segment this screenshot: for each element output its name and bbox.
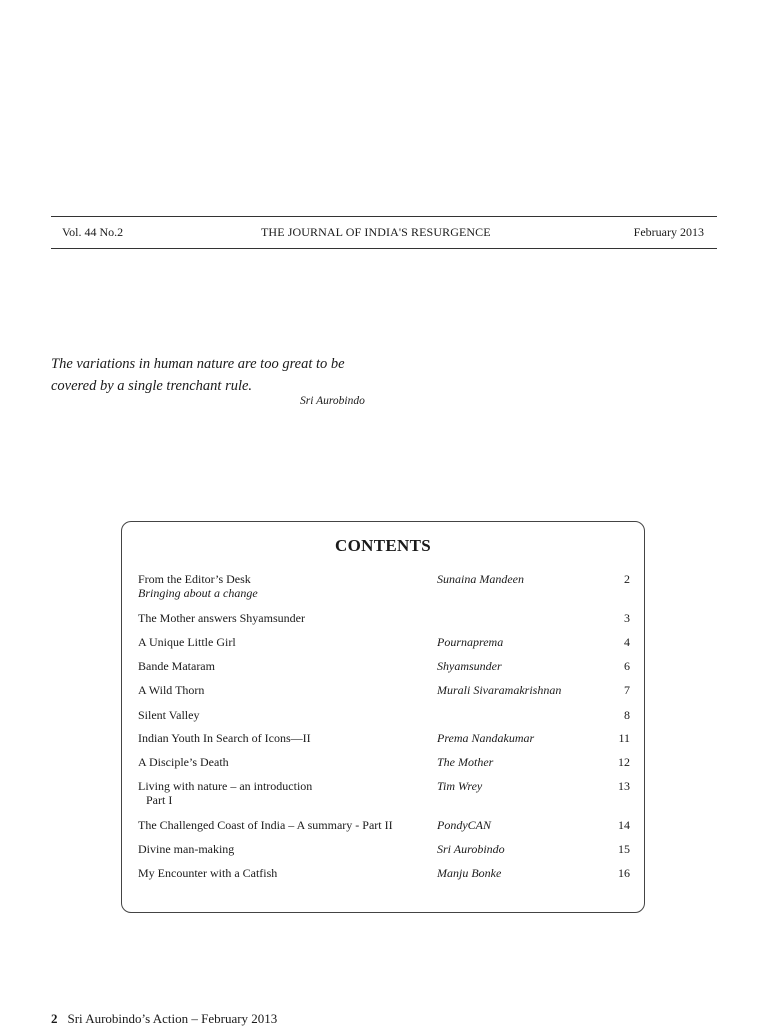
article-title: My Encounter with a Catfish (138, 866, 278, 880)
article-page: 12 (618, 755, 630, 769)
article-subtitle: Part I (146, 793, 173, 807)
contents-box (121, 521, 645, 913)
article-page: 7 (624, 683, 630, 697)
article-title: Living with nature – an introduction (138, 779, 313, 793)
page-footer (51, 1011, 277, 1027)
article-page: 11 (618, 731, 630, 745)
article-author: Pournaprema (437, 635, 504, 649)
volume-number: Vol. 44 No.2 (62, 225, 124, 239)
article-author: The Mother (437, 755, 494, 769)
article-page: 16 (618, 866, 630, 880)
journal-title: THE JOURNAL OF INDIA'S RESURGENCE (261, 225, 491, 239)
article-page: 3 (624, 611, 630, 625)
article-author: Shyamsunder (437, 659, 502, 673)
article-author: Prema Nandakumar (437, 731, 535, 745)
article-author: Sunaina Mandeen (437, 572, 524, 586)
article-author: Murali Sivaramakrishnan (437, 683, 562, 697)
article-title: Indian Youth In Search of Icons—II (138, 731, 311, 745)
article-title: A Disciple’s Death (138, 755, 229, 769)
footer-text: Sri Aurobindo’s Action – February 2013 (67, 1011, 278, 1026)
article-title: Divine man-making (138, 842, 235, 856)
journal-header (51, 216, 717, 249)
article-page: 14 (618, 818, 630, 832)
article-page: 6 (624, 659, 630, 673)
footer-page-number: 2 (51, 1011, 58, 1026)
article-author: Manju Bonke (437, 866, 502, 880)
article-page: 15 (618, 842, 630, 856)
article-title: A Wild Thorn (138, 683, 205, 697)
article-title: A Unique Little Girl (138, 635, 236, 649)
article-title: From the Editor’s Desk (138, 572, 251, 586)
article-page: 13 (618, 779, 630, 793)
epigraph-author: Sri Aurobindo (300, 395, 365, 407)
article-subtitle: Bringing about a change (138, 586, 258, 600)
article-author: PondyCAN (437, 818, 491, 832)
article-author: Sri Aurobindo (437, 842, 505, 856)
issue-date: February 2013 (633, 225, 704, 239)
article-page: 2 (624, 572, 630, 586)
contents-title: CONTENTS (335, 536, 431, 555)
article-author: Tim Wrey (437, 779, 483, 793)
article-title: The Mother answers Shyamsunder (138, 611, 305, 625)
epigraph-quote: The variations in human nature are too great to be covered by a single trenchant rule. (51, 356, 345, 394)
article-title: Bande Mataram (138, 659, 215, 673)
article-page: 8 (624, 708, 630, 722)
article-title: The Challenged Coast of India – A summary - Part II (138, 818, 393, 832)
article-title: Silent Valley (138, 708, 200, 722)
article-page: 4 (624, 635, 630, 649)
